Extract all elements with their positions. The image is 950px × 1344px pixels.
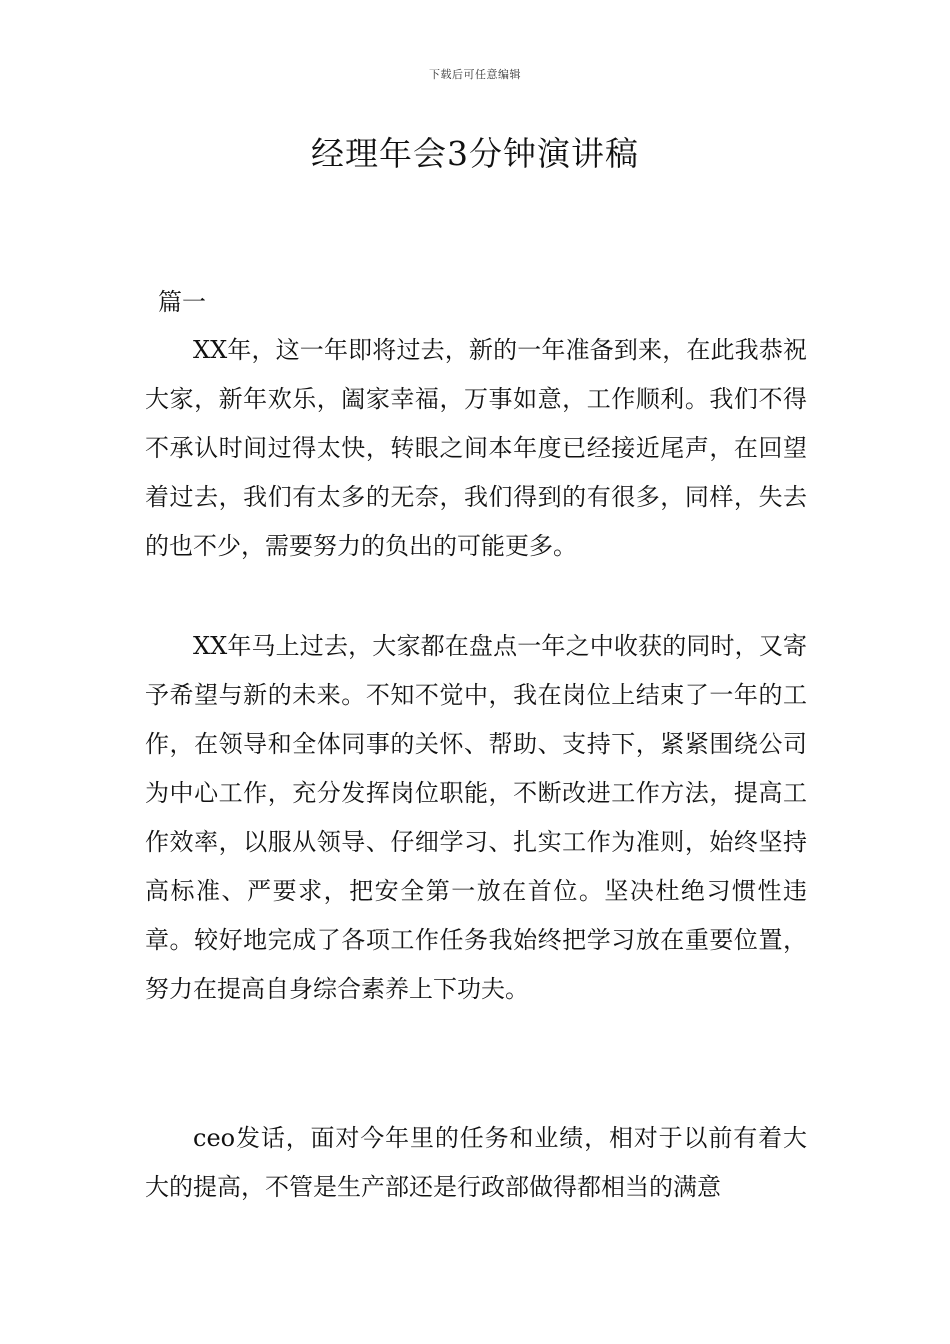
paragraph-2: XX年马上过去，大家都在盘点一年之中收获的同时，又寄予希望与新的未来。不知不觉中，我在岗位上结束了一年的工作，在领导和全体同事的关怀、帮助、支持下，紧紧围绕公司为中心工作，充分发挥岗位职能，不断改进工作方法，提高工作效率，以服从领导、仔细学习、扎实工作为准则，始终坚持高标准、严要求，把安全第一放在首位。坚决杜绝习惯性违章。较好地完成了各项工作任务我始终把学习放在重要位置，努力在提高自身综合素养上下功夫。: [145, 632, 807, 1003]
section-heading: 篇一: [158, 288, 206, 316]
header-note: 下载后可任意编辑: [429, 68, 521, 81]
document-title: 经理年会3分钟演讲稿: [311, 134, 639, 173]
paragraph-1: XX年，这一年即将过去，新的一年准备到来，在此我恭祝大家，新年欢乐，阖家幸福，万事如意，工作顺利。我们不得不承认时间过得太快，转眼之间本年度已经接近尾声，在回望着过去，我们有太多的无奈，我们得到的有很多，同样，失去的也不少，需要努力的负出的可能更多。: [145, 336, 807, 560]
paragraph-3: ceo发话，面对今年里的任务和业绩，相对于以前有着大大的提高，不管是生产部还是行政部做得都相当的满意: [145, 1124, 807, 1201]
